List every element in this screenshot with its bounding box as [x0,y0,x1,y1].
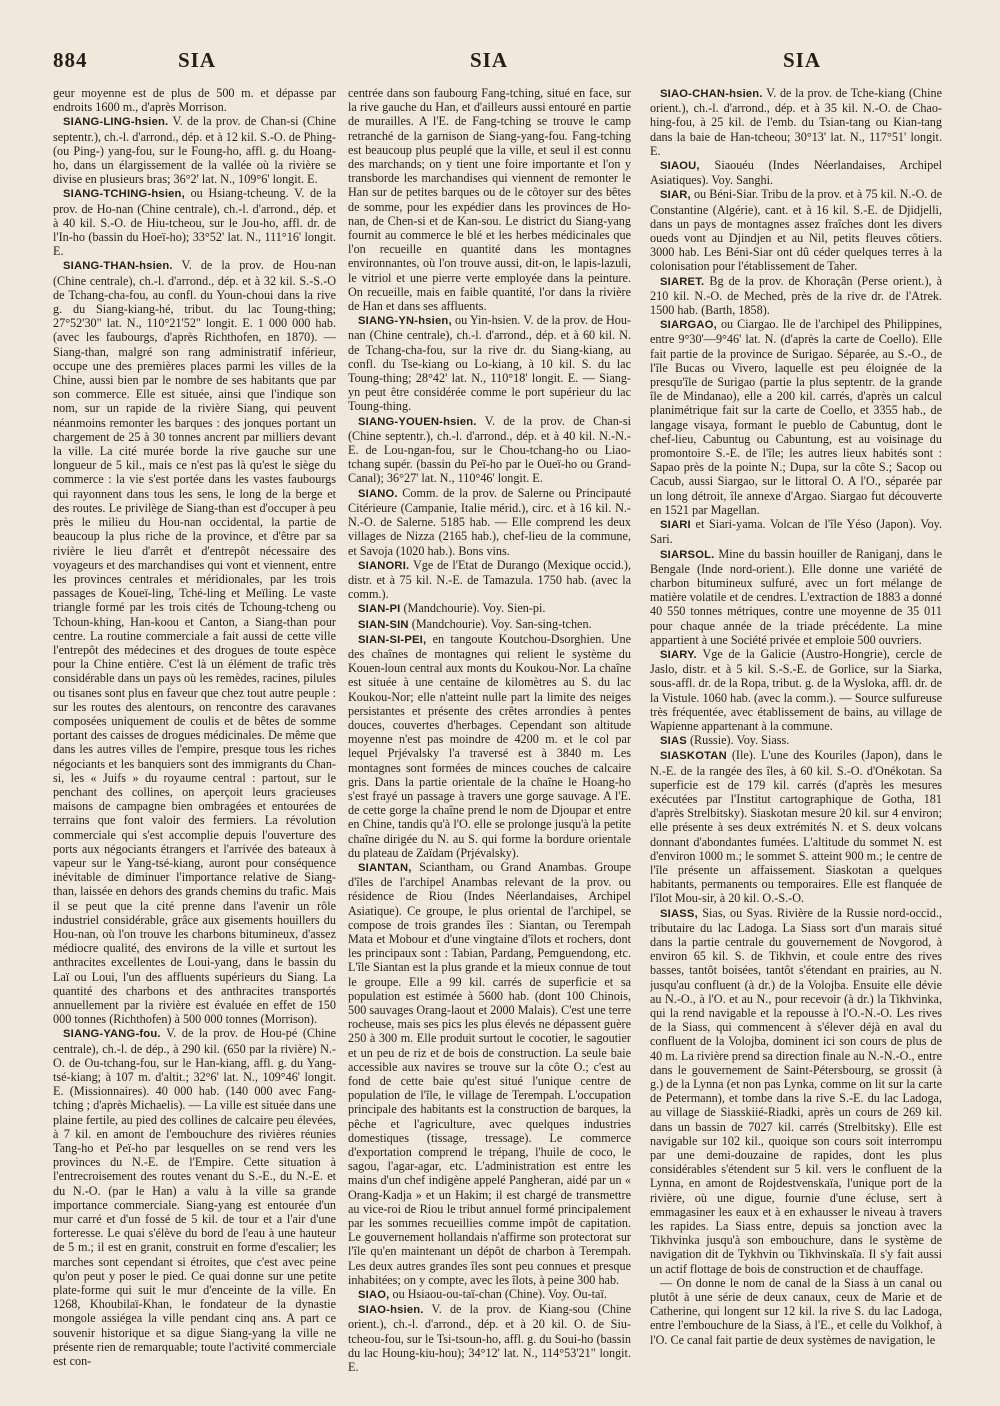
entry-headword: SIARGAO, [660,319,717,332]
entry-text: — On donne le nom de canal de la Siass à un canal ou plutôt à une série de deux canaux, ceux de Marie et de Catherine, qui longent sur 12 kil. la rive S. du lac Ladoga, entre l'embouchure de la Siass, à l'E., et celle du Volkhof, à l'O. Ce canal fait partie de deux systèmes de navigation, le [650,1275,942,1347]
entry-text: Siaouéu (Indes Néerlandaises, Archipel Asiatiques). Voy. Sanghi. [650,158,942,188]
dictionary-entry [650,86,942,158]
dictionary-entry [348,617,631,632]
entry-headword: SIANG-YOUEN-hsien. [358,415,477,428]
dictionary-entry [650,733,942,748]
dictionary-entry [53,86,336,114]
text-column-2 [348,86,631,1391]
entry-headword: SIAO-CHAN-hsien. [660,88,763,100]
entry-text: (Mandchourie). Voy. Sien-pi. [403,601,546,616]
entry-text: ou Hsiaou-ou-taï-chan (Chine). Voy. Ou-taï. [392,1287,607,1302]
dictionary-entry [650,1276,942,1347]
entry-text: ou Yin-hsien. V. de la prov. de Hou-nan (Chine centrale), ch.-l. d'arrond., dép. et à 60 kil. N. de Tchang-cha-fou, sur la rive dr. du Siang-kiang, au confl. du Tse-kiang ou Lo-kiang, à 10 kil. S. du lac Toung-thing; 28°42' lat. N., 110°18' longit. E. — Siang-yn peut être considérée comme le port supérieur du lac Toung-thing. [348,313,631,414]
entry-text: V. de la prov. de Chan-si (Chine septentr.), ch.-l. d'arrond., dép. et à 12 kil. S.-O. de Phing- (ou Ping-) yang-fou, sur le Foung-ho, affl. g. du Hoang-ho, dans un élargissement de la vallée où la rivière se divise en plusieurs bras; 36°2' lat. N., 109°6' longit. E. [53,114,336,187]
running-head-center: SIA [470,48,509,72]
entry-text: Bg de la prov. de Khoraçân (Perse orient.), à 210 kil. N.-O. de Meched, près de la rive dr. de l'Atrek. 1500 hab. (Barth, 1858). [650,273,942,318]
dictionary-entry [650,158,942,187]
dictionary-entry [53,1026,336,1368]
dictionary-entry [650,906,942,1276]
entry-headword: SIANO. [358,487,398,500]
entry-text: V. de la prov. de Chan-si (Chine septentr.), ch.-l. d'arrond., dép. et à 40 kil. N.-N.-E. de Lou-ngan-fou, sur le Chou-tchang-ho ou Liao-tchang supér. (bassin du Peï-ho par le Oueï-ho ou Grand-Canal); 36°27' lat. N., 110°46' longit. E. [348,413,631,486]
entry-headword: SIAS [660,735,687,748]
entry-headword: SIARY. [660,648,697,661]
dictionary-entry [650,274,942,318]
entry-headword: SIARI [660,519,691,532]
entry-headword: SIANG-TCHING-hsien, [63,188,185,201]
dictionary-entry [650,647,942,733]
entry-headword: SIANG-YN-hsien, [358,315,452,328]
entry-text: V. de la prov. de Kiang-sou (Chine orient.), ch.-l. d'arrond., dép. et à 20 kil. O. de Siu-tcheou-fou, sur le Tsi-tsoun-ho, affl. g. du Soui-ho (bassin du lac Houng-kiu-hou); 34°12' lat. N., 114°53'21" longit. E. [348,1302,631,1375]
entry-headword: SIANTAN, [358,861,412,874]
entry-headword: SIANORI. [358,559,410,572]
dictionary-entry [650,187,942,273]
entry-headword: SIANG-YANG-fou. [63,1028,161,1041]
entry-headword: SIANG-THAN-hsien. [63,260,173,273]
dictionary-entry [348,1287,631,1302]
entry-text: V. de la prov. de Hou-nan (Chine centrale), ch.-l. d'arrond., dép. et à 32 kil. S.-S.-O de Tchang-cha-fou, au confl. du Youn-choui dans la rive g. du Siang-kiang-hé, tribut. du lac Toung-thing; 27°52'30" lat. N., 110°21'52" longit. E. 1 000 000 hab. (avec les faubourgs, d'après Richthofen, en 1870). — Siang-than, malgré son rang administratif inférieur, occupe une des premières places parmi les villes de la Chine, aussi bien par le nombre de ses habitants que par son commerce. Elle est située, ainsi que l'indique son nom, sur un rapide de la rivière Siang, qui peuvent néanmoins remonter les barques : des jonques portant un chargement de 25 à 30 tonnes ancrent par milliers devant la ville. La cité murée borde la rive gauche sur une longueur de 5 kil., mais ce n'est pas là qu'est le siège du commerce : la vie s'est portée dans les vastes faubourgs qui rayonnent dans tous les sens, le long de la berge et des routes. Le privilège de Siang-than est d'occuper à peu près le milieu du Hou-nan occidental, la partie de beaucoup la plus riche de la province, et d'être par sa rivière le lieu d'arrêt et d'entrepôt nécessaire des voyageurs et des marchandises qui vont et viennent, entre les provinces centrales et méridionales, par les trois passages de Koueï-ling, Tché-ling et Meïling. Le vaste triangle formé par les trois cités de Tchoung-tcheng ou Tchoun-khing, Han-koou et Canton, a Siang-than pour centre. La routine commerciale a fait aussi de cette ville l'entrepôt des médecines et des drogues de toute espèce pour la Chine entière. C'est là un élément de trafic très considérable dans un pays où les remèdes, racines, pilules ou tisanes sont plus en faveur que chez tout autre peuple : sur les routes des alentours, on rencontre des caravanes composées uniquement de coulis et de bêtes de somme portant des caisses de drogues médicinales. De même que dans les autres villes de l'empire, presque tous les riches négociants et les banquiers sont des immigrants du Chan-si, les « Juifs » du royaume central : partout, sur le penchant des collines, on aperçoit leurs gracieuses maisons de campagne bien ombragées et entourées de terrains que font valoir des fermiers. La révolution commerciale qui s'est accomplie depuis l'ouverture des ports aux négociants étrangers et l'arrivée des bateaux à vapeur sur le Yang-tsé-kiang, auront pour conséquence inévitable de diminuer l'importance relative de Siang-than, laissée en dehors des grands chemins du trafic. Mais il se peut que la cité prenne dans l'avenir un rôle industriel considérable, grâce aux gisements houillers du Hou-nan, où l'on trouve les charbons bitumineux, d'assez médiocre qualité, des environs de la ville et surtout les anthracites excellentes de Loui-yang, dans le bassin du Laï ou Loui, l'un des affluents supérieurs du Siang. La quantité des charbons et des anthracites transportés annuellement par la rivière est évaluée en effet de 150 000 tonnes (Richthofen) à 500 000 tonnes (Morrison). [53,258,336,1027]
entry-headword: SIANG-LING-hsien. [63,116,169,129]
entry-headword: SIAN-PI [358,603,401,616]
dictionary-entry [650,547,942,647]
dictionary-entry [348,313,631,413]
dictionary-entry [348,1302,631,1374]
entry-text: Sciantham, ou Grand Anambas. Groupe d'îles de l'archipel Anambas relevant de la prov. ou résidence de Riou (Indes Néerlandaises, Archipel Asiatique). Ce groupe, le plus oriental de l'archipel, se compose de trois grandes îles : Siantan, ou Terempah Mata et Mobour et d'une vingtaine d'îlots et rochers, dont les principaux sont : Tabian, Pardang, Pemguendong, etc. L'île Siantan est la plus grande et la mieux connue de tout le groupe. Elle a 99 kil. carrés de superficie et sa population est estimée à 5600 hab. (dont 100 Chinois, 500 sauvages Orang-laout et 2000 Malais). C'est une terre rocheuse, mais ses pics les plus élevés ne dépassent guère 250 à 300 m. Elle produit surtout le cocotier, le sagoutier et un peu de riz et de bois de construction. La seule baie accessible aux navires se trouve sur la côte O.; c'est au fond de cette baie qu'est situé l'unique centre de population de l'île, le village de Terempah. L'occupation principale des habitants est la construction de barques, la pêche et l'agriculture, avec quelques industries domestiques (tissage, tressage). Le commerce d'exportation comprend le trépang, l'huile de coco, le sagou, l'agar-agar, etc. L'administration est entre les mains d'un chef indigène appelé Pangheran, aidé par un « Orang-Kadja » et un Hakim; il est chargé de transmettre au vice-roi de Riou le tribut annuel formé principalement par les sommes recueillies comme impôt de capitation. Le gouvernement hollandais n'affirme son protectorat sur l'île qu'en maintenant un dépôt de charbon à Terempah. Les deux autres grandes îles sont peu connues et presque inhabitées; on y compte, avec les îlots, à peine 300 hab. [348,859,631,1287]
entry-text: (Russie). Voy. Siass. [689,733,790,748]
dictionary-entry [348,632,631,860]
entry-headword: SIAN-SIN [358,618,409,631]
dictionary-entry [650,517,942,546]
entry-headword: SIAN-SI-PEI, [358,633,427,646]
entry-text: et Siari-yama. Volcan de l'île Yéso (Japon). Voy. Sari. [650,517,942,547]
entry-text: (Mandchourie). Voy. San-sing-tchen. [411,616,592,631]
page-number: 884 [53,48,88,72]
entry-text: geur moyenne est de plus de 500 m. et dépasse par endroits 1600 m., d'après Morrison. [53,86,336,115]
entry-text: ou Ciargao. Ile de l'archipel des Philippines, entre 9°30'—9°46' lat. N. (d'après la carte de Coello). Elle fait partie de la province de Surigao. Séparée, au S.-O., de l'île Bucas ou Vivero, laquelle est peu éloignée de la presqu'île de Surigao (partie la plus septentr. de la grande île de Mindanao), elle a 200 kil. carrés, d'après un calcul planimétrique fait sur la carte de Coello, et 3355 hab., de langage visaya, formant le pueblo de Cabuntug, dont le chef-lieu, Cabuntug ou Cabuntung, est au voisinage du promontoire S.-E. de l'île; les autres lieux habités sont : Sapao près de la pointe N.; Dupa, sur la côte S.; Sacop ou Cacub, aussi Siargao, sur le littoral O. A l'O., séparée par un long détroit, île annexe d'Argao. Siargao fut découverte en 1521 par Magellan. [650,317,942,517]
dictionary-entry [650,748,942,905]
dictionary-entry [348,86,631,313]
dictionary-entry [650,317,942,517]
dictionary-entry [53,186,336,258]
entry-text: Sias, ou Syas. Rivière de la Russie nord-occid., tributaire du lac Ladoga. La Siass sort d'un marais situé dans la partie centrale du gouvernement de Novgorod, à environ 65 kil. S. de Tikhvin, et coule entre des rives basses, tantôt boisées, tantôt s'étendant en prairies, au N. jusqu'au confluent (à dr.) de la Volojba. Ensuite elle dévie au N.-O., à l'O. et au N., pour recevoir (à dr.) la Tikhvinka, qui la rend navigable et la repousse à l'O.-N.-O. Les rives de la Siass, qui commencent à s'élever déjà en aval du confluent de la Volojba, dominent ici son cours de plus de 40 m. La rivière prend sa direction finale au N.-N.-O., entre dans le gouvernement de Saint-Pétersbourg, se grossit (à g.) de la Lynna (et non pas Lynka, comme on lit sur la carte de Petermann), et tombe dans la rive S.-E. du lac Ladoga, au village de Siasskiié-Riadki, après un cours de 269 kil. dans un bassin de 7027 kil. carrés (Strelbitsky). Elle est navigable sur 102 kil., quoique son cours soit interrompu par une demi-douzaine de rapides, dont les plus considérables s'étendent sur 5 kil. vers le confluent de la Lynna, en amont de Rojdestvenskaïa, l'unique port de la rivière, où une digue, fournie d'une écluse, sert à emmagasiner les eaux et à en exhausser le niveau à travers les rapides. La Siass entre, depuis sa jonction avec la Tikhvinka jusqu'à son embouchure, dans le système de navigation dit de Tykhvin ou Tikhvinskaïa. Il s'y fait aussi un actif flottage de bois de construction et de chauffage. [650,905,942,1276]
running-head-right: SIA [783,48,822,72]
entry-headword: SIAR, [660,189,691,202]
entry-text: Vge de l'Etat de Durango (Mexique occid.), distr. et à 75 kil. N.-E. de Tamazula. 1750 hab. (avec la comm.). [348,557,631,602]
entry-headword: SIARSOL. [660,548,715,561]
entry-text: centrée dans son faubourg Fang-tching, situé en face, sur la rive gauche du Han, et d'ailleurs aussi entouré en partie de murailles. A l'E. de Fang-tching se trouve le camp retranché de la garnison de Siang-yang-fou. Fang-tching est beaucoup plus peuplé que la ville, et seul il est connu des marchands; on y tient une foire importante et l'on y transborde les marchandises qui viennent de remonter le Han sur de petites barques ou de le côtoyer sur des bêtes de somme, pour les expédier dans les provinces de Ho-nan, de Chen-si et de Kan-sou. Le district du Siang-yang fournit au commerce le blé et les herbes médicinales que l'on recueille en quantité dans les montagnes environnantes, où l'on trouve aussi, dit-on, le lapis-lazuli, le vitriol et une pierre verte employée dans la peinture. On recueille, mais en faible quantité, l'or dans la rivière de Han et dans ses affluents. [348,86,631,314]
entry-text: Vge de la Galicie (Austro-Hongrie), cercle de Jaslo, distr. et à 5 kil. S.-S.-E. de Gorlice, sur la Siarka, sous-affl. dr. de la Ropa, tribut. g. de la Wysloka, affl. dr. de la Vistule. 1060 hab. (avec la comm.). — Source sulfureuse très fréquentée, avec établissement de bains, au village de Wapienne appartenant à la commune. [650,646,942,733]
entry-headword: SIASKOTAN [660,750,727,763]
dictionary-entry [348,414,631,486]
running-head-left: SIA [178,48,217,72]
entry-text: ou Hsiang-tcheung. V. de la prov. de Ho-nan (Chine centrale), ch.-l. d'arrond., dép. et à 40 kil. S.-O. de Hiu-tcheou, sur le Jou-ho, affl. dr. de l'In-ho (bassin du Hoeï-ho); 33°52' lat. N., 111°16' longit. E. [53,186,336,259]
text-column-3 [650,86,942,1391]
entry-headword: SIAO, [358,1289,390,1302]
dictionary-entry [53,258,336,1026]
dictionary-entry [348,558,631,602]
entry-headword: SIAO-hsien. [358,1304,424,1317]
entry-headword: SIARET. [660,275,705,288]
entry-text: ou Béni-Siar. Tribu de la prov. et à 75 kil. N.-O. de Constantine (Algérie), cant. et à 16 kil. S.-E. de Djidjelli, dans un pays de montagnes assez fraîches dont les divers oueds vont au Djindjen et au Nil, petits fleuves côtiers. 3000 hab. Les Béni-Siar ont dû céder quelques terres à la colonisation pour l'établissement de Taher. [650,187,942,274]
dictionary-entry [53,114,336,186]
entry-text: V. de la prov. de Tche-kiang (Chine orient.), ch.-l. d'arrond., dép. et à 35 kil. N.-O. de Chao-hing-fou, à 25 kil. de l'emb. du Tsian-tang ou Kian-tang dans la baie de Han-tcheou; 30°13' lat. N., 117°51' longit. E. [650,86,942,158]
entry-text: en tangoute Koutchou-Dsorghien. Une des chaînes de montagnes qui relient le système du Kouen-loun central aux monts du Koukou-Nor. La chaîne est située à une centaine de kilomètres au S. du lac Koukou-Nor; elle n'atteint nulle part la limite des neiges persistantes et présente des crêtes arrondies à pentes douces, couvertes d'herbages. Cependant son altitude moyenne n'est pas moindre de 4200 m. et le col par lequel Prjévalsky l'a traversé est à 3840 m. Les montagnes sont formées de minces couches de calcaire gris. Dans la partie orientale de la chaîne le Hoang-ho s'est frayé un passage à travers une gorge sauvage. A l'E. de cette gorge la chaîne prend le nom de Djoupar et entre en Chine, tandis qu'à l'O. elle se prolonge jusqu'à la petite chaîne dirigée du N. au S. qui forme la bordure orientale du plateau de Zaïdam (Prjévalsky). [348,631,631,860]
entry-text: (Ile). L'une des Kouriles (Japon), dans le N.-E. de la rangée des îles, à 60 kil. S.-O. d'Onékotan. Sa superficie est de 179 kil. carrés (d'après les mesures exécutées par l'Institut cartographique de Gotha, 181 d'après Strelbitsky). Siaskotan mesure 20 kil. sur 4 environ; elle présente à ses deux extrémités N. et S. deux volcans donnant d'abondantes fumées. L'altitude du sommet N. est d'environ 1000 m.; le sommet S. atteint 900 m.; le centre de l'île présente un affaissement. Siaskotan a quelques habitants, permanents ou temporaires. Elle est flanquée de l'îlot Mou-sir, à 20 kil. O.-S.-O. [650,748,942,906]
entry-text: Mine du bassin houiller de Raniganj, dans le Bengale (Inde nord-orient.). Elle donne une variété de charbon bitumineux sulfuré, avec un fort mélange de matière volatile et de cendres. L'extraction de 1883 a donné 40 550 tonnes métriques, contre une moyenne de 35 011 pour chaque année de la triade précédente. La mine appartient à une Société privée et emploie 500 ouvriers. [650,546,942,647]
dictionary-entry [348,601,631,616]
text-column-1 [53,86,336,1391]
dictionary-entry [348,486,631,558]
entry-headword: SIASS, [660,907,698,920]
entry-text: Comm. de la prov. de Salerne ou Principauté Citérieure (Campanie, Italie mérid.), circ. et à 16 kil. N.-N.-O. de Salerne. 5185 hab. — Elle comprend les deux villages de Nizza (2165 hab.), chef-lieu de la commune, et Savoja (1020 hab.). Bons vins. [348,485,631,558]
dictionary-entry [348,860,631,1287]
entry-headword: SIAOU, [660,160,700,173]
entry-text: V. de la prov. de Hou-pé (Chine centrale), ch.-l. de dép., à 290 kil. (650 par la rivière) N.-O. de Ou-tchang-fou, sur le Han-kiang, affl. g. du Yang-tsé-kiang; à 107 m. d'altit.; 32°6' lat. N., 109°46' longit. E. (Missionnaires). 40 000 hab. (140 000 avec Fang-tching ; d'après Michaelis). — La ville est située dans une plaine fertile, au pied des collines de calcaire peu élevées, à 7 kil. en amont de l'embouchure des rivières réunies Tang-ho et Peï-ho par lesquelles on se rend vers les provinces du N.-E. de l'Empire. Cette situation à l'entrecroisement des routes venant du S.-E., du N.-E. et du N.-O. (par le Han) a valu à la ville sa grande importance commerciale. Siang-yang est entourée d'un mur carré et d'un fossé de 5 kil. de tour et a l'air d'une forteresse. Le quai s'élève du bord de l'eau à une hauteur de 5 m.; il est en granit, construit en forme d'escalier; les marches sont cependant si étroites, que c'est avec peine qu'on peut y poser le pied. Ce quai donne sur une petite plate-forme qui suit le mur d'enceinte de la ville. En 1268, Khoubilaï-Khan, le fondateur de la dynastie mongole assiégea la ville pendant cinq ans. A part ce souvenir historique et sa digue Siang-yang la ville ne présente rien de remarquable; toute l'activité commerciale est con- [53,1026,336,1369]
